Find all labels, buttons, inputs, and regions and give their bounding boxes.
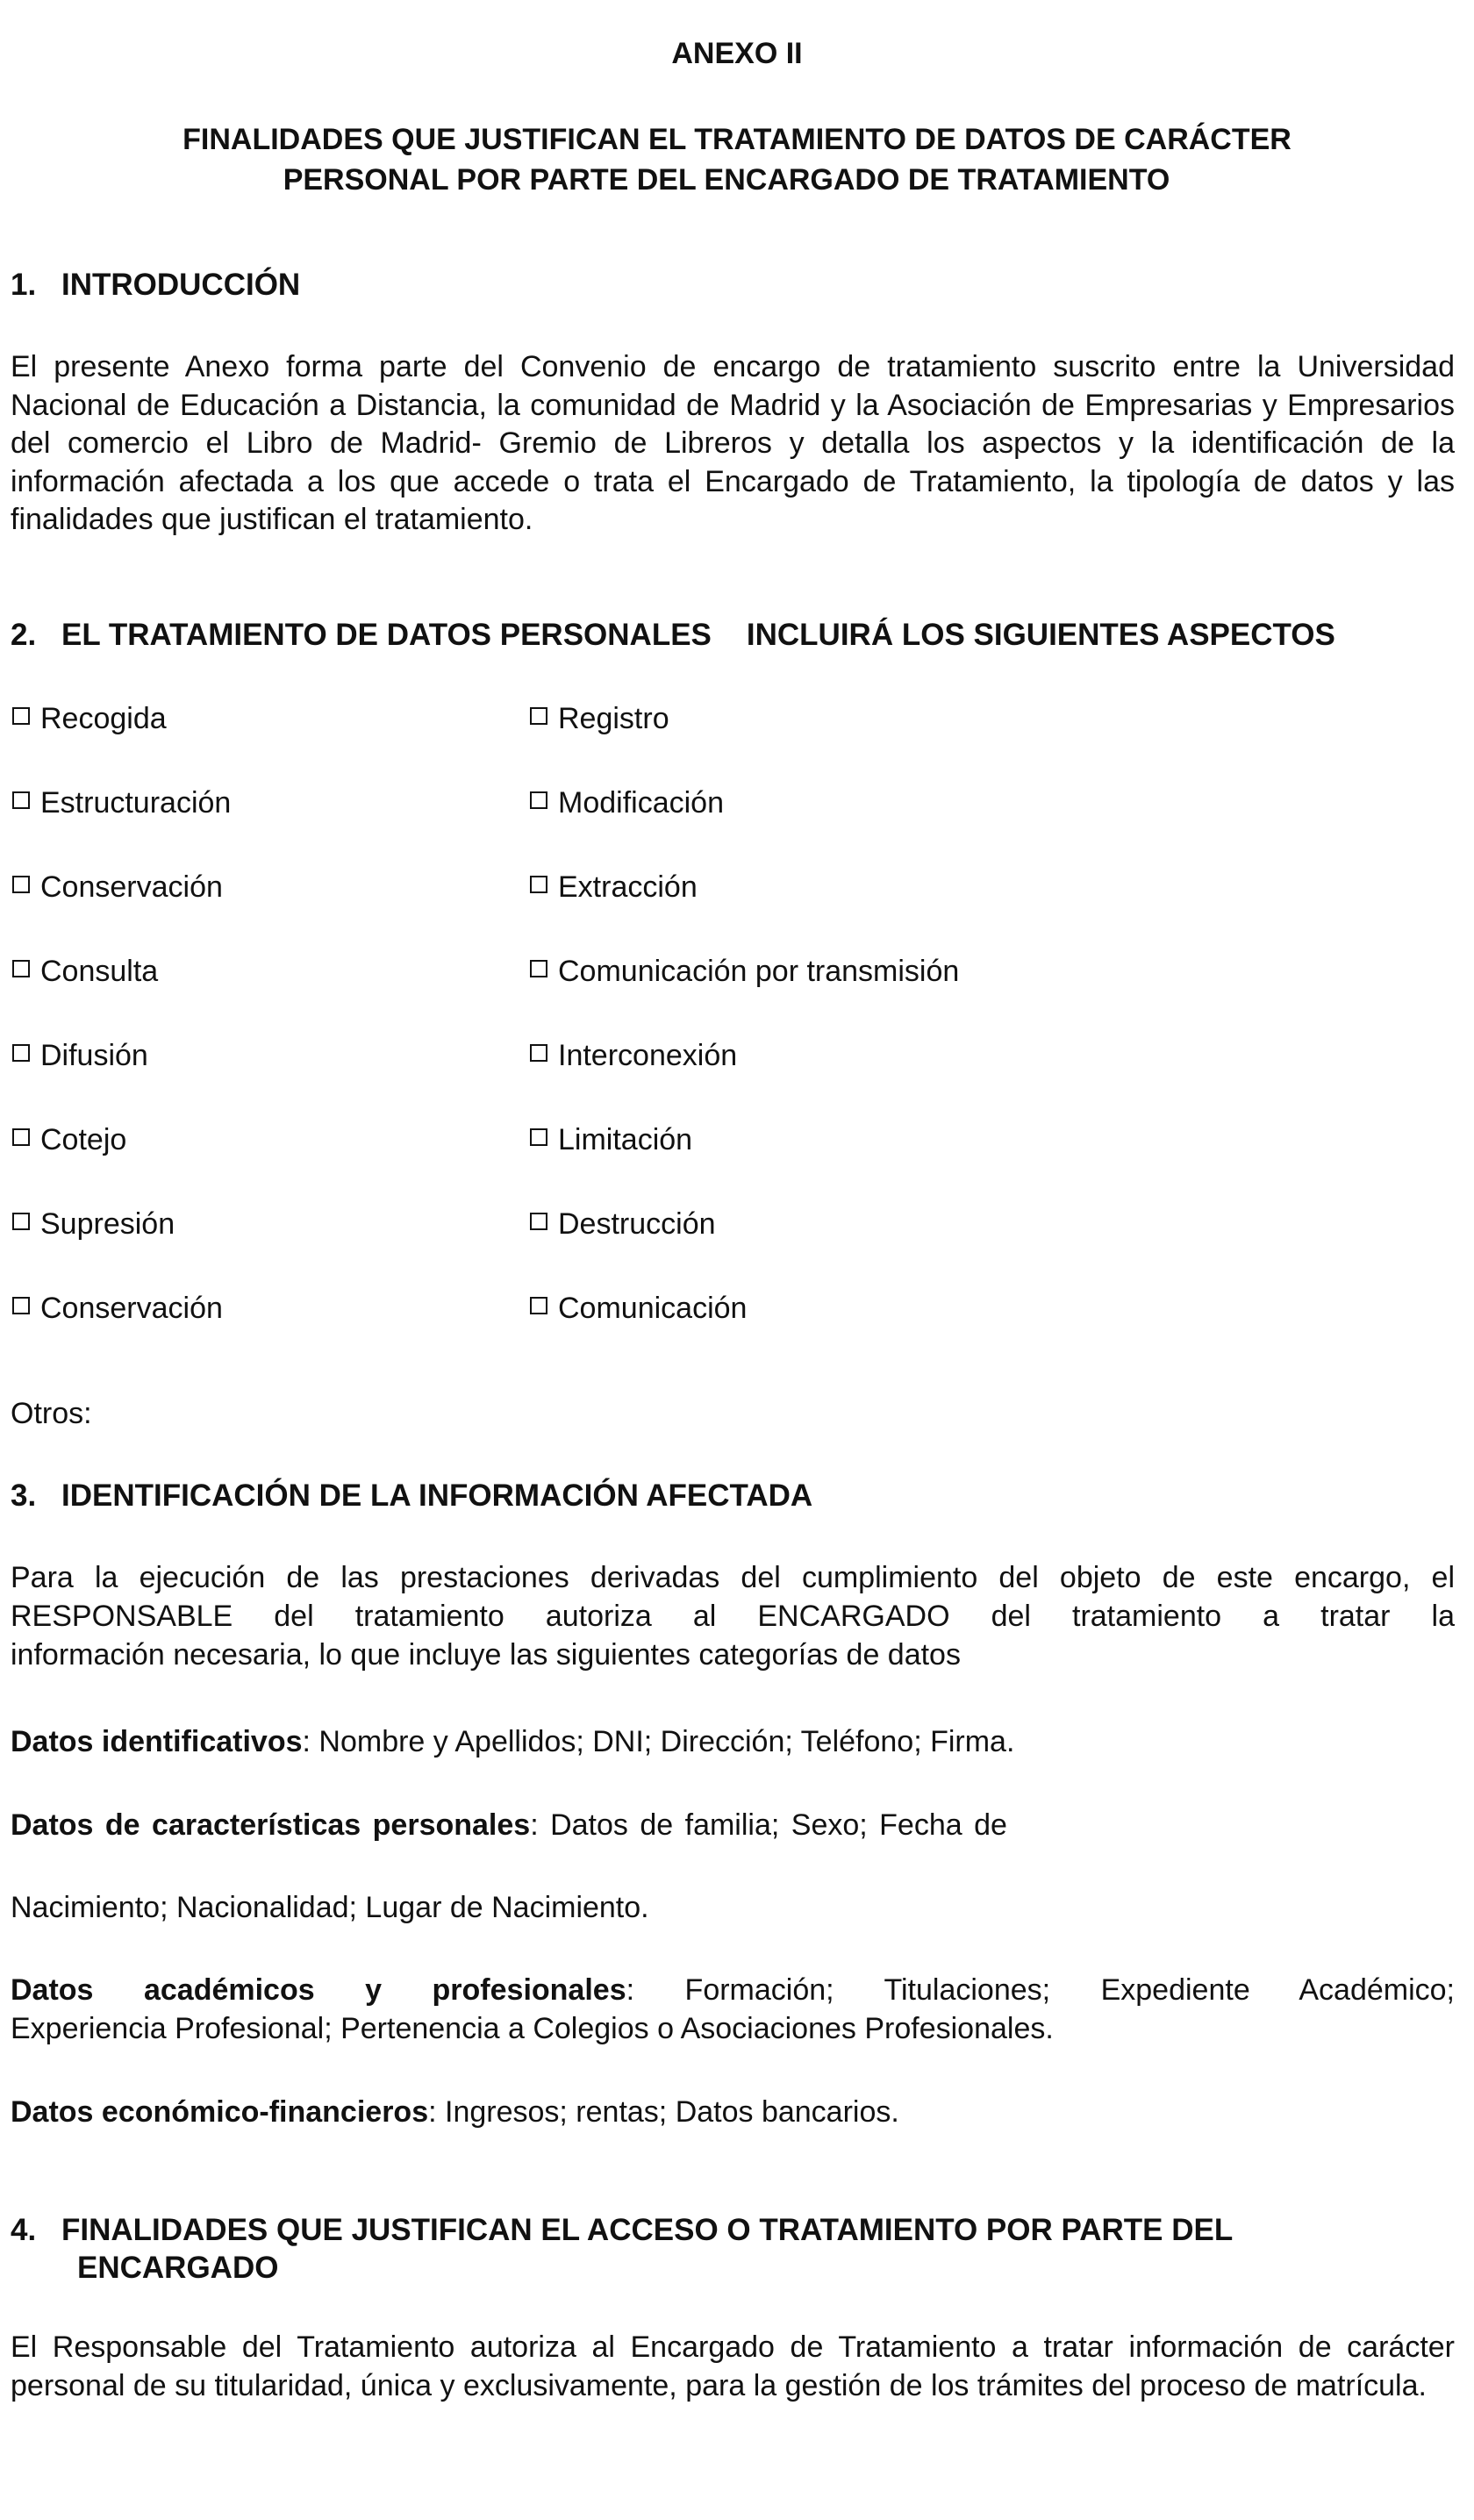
section-4-heading-line-2: ENCARGADO [77,2251,279,2285]
checkbox-icon[interactable] [12,791,30,809]
checkbox-label: Estructuración [40,786,232,820]
section-3-heading [11,1476,812,1516]
data-category-caracteristicas-continued: Nacimiento; Nacionalidad; Lugar de Nacimiento. [11,1891,649,1924]
checkbox-label: Conservación [40,870,223,904]
section-3-intro-line-1: Para la ejecución de las prestaciones derivadas del cumplimiento del objeto de este encargo, el [11,1561,1455,1594]
checkbox-option[interactable] [530,1120,692,1159]
data-category-economicos [11,2093,899,2131]
data-category-identificativos [11,1722,1014,1761]
section-title: IDENTIFICACIÓN DE LA INFORMACIÓN AFECTADA [61,1478,813,1513]
category-text: : Ingresos; rentas; Datos bancarios. [428,2095,899,2129]
checkbox-icon[interactable] [12,1297,30,1314]
checkbox-label: Cotejo [40,1123,127,1156]
data-category-caracteristicas [11,1806,1007,1844]
section-title: INTRODUCCIÓN [61,268,301,302]
section-3-intro-line-2: RESPONSABLE del tratamiento autoriza al ENCARGADO del tratamiento a tratar la [11,1600,1455,1633]
checkbox-label: Limitación [558,1123,693,1156]
checkbox-icon[interactable] [12,707,30,725]
checkbox-icon[interactable] [12,960,30,977]
category-text: : Formación; Titulaciones; Expediente Académico; [626,1973,1455,2007]
checkbox-label: Modificación [558,786,724,820]
section-number: 3. [11,1478,37,1513]
checkbox-option[interactable] [12,1289,223,1328]
checkbox-option[interactable] [530,1289,747,1328]
checkbox-option[interactable] [12,1036,148,1075]
checkbox-icon[interactable] [530,1297,547,1314]
checkbox-label: Comunicación [558,1292,748,1325]
checkbox-label: Extracción [558,870,698,904]
data-category-academicos [11,1971,1455,2009]
checkbox-icon[interactable] [530,876,547,893]
checkbox-option[interactable] [12,1205,175,1243]
checkbox-option[interactable] [530,952,959,991]
section-1-paragraph: El presente Anexo forma parte del Convenio de encargo de tratamiento suscrito entre la Universidad Nacional de Educación a Distancia, la comunidad de Madrid y la Asociación de Empresarias y Empresarios del comercio el Libro de Madrid- Gremio de Libreros y detalla los aspectos y la identificación de la información afectada a los que accede o trata el Encargado de Tratamiento, la tipología de datos y las finalidades que justifican el tratamiento. [11,350,1455,536]
section-title-part-1: EL TRATAMIENTO DE DATOS PERSONALES [61,618,712,652]
section-4-heading [11,2210,1233,2251]
checkbox-icon[interactable] [530,1128,547,1146]
checkbox-option[interactable] [530,699,669,738]
section-1-heading [11,265,300,305]
checkbox-label: Conservación [40,1292,223,1325]
annex-title: ANEXO II [671,37,803,70]
checkbox-label: Comunicación por transmisión [558,955,960,988]
checkbox-icon[interactable] [12,1044,30,1062]
checkbox-label: Registro [558,702,669,735]
checkbox-option[interactable] [530,1036,737,1075]
checkbox-icon[interactable] [530,707,547,725]
section-number: 4. [11,2213,37,2247]
checkbox-option[interactable] [530,868,698,906]
category-text: : Datos de familia; Sexo; Fecha de [530,1808,1007,1842]
checkbox-icon[interactable] [530,1044,547,1062]
category-text: : Nombre y Apellidos; DNI; Dirección; Teléfono; Firma. [302,1725,1015,1758]
checkbox-icon[interactable] [530,1213,547,1230]
checkbox-icon[interactable] [530,960,547,977]
category-label: Datos identificativos [11,1725,303,1758]
checkbox-option[interactable] [530,1205,716,1243]
checkbox-option[interactable] [12,699,167,738]
section-title-line-1: FINALIDADES QUE JUSTIFICAN EL ACCESO O TRATAMIENTO POR PARTE DEL [61,2213,1234,2247]
checkbox-option[interactable] [12,1120,126,1159]
main-title-line-2: PERSONAL POR PARTE DEL ENCARGADO DE TRATAMIENTO [283,163,1170,197]
checkbox-label: Recogida [40,702,167,735]
section-4-paragraph: El Responsable del Tratamiento autoriza al Encargado de Tratamiento a tratar información de carácter personal de su titularidad, única y exclusivamente, para la gestión de los trámites del proceso de matrícula. [11,2330,1455,2402]
checkbox-option[interactable] [12,952,158,991]
checkbox-label: Interconexión [558,1039,738,1072]
checkbox-icon[interactable] [12,1213,30,1230]
checkbox-option[interactable] [12,784,231,822]
section-number: 2. [11,618,37,652]
checkbox-option[interactable] [12,868,223,906]
category-label: Datos académicos y profesionales [11,1973,626,2007]
checkbox-icon[interactable] [12,1128,30,1146]
section-3-intro-line-3: información necesaria, lo que incluye las siguientes categorías de datos [11,1638,961,1672]
others-label: Otros: [11,1397,92,1430]
checkbox-label: Consulta [40,955,159,988]
checkbox-label: Destrucción [558,1207,716,1241]
checkbox-icon[interactable] [530,791,547,809]
checkbox-icon[interactable] [12,876,30,893]
section-2-heading [11,615,1335,655]
data-category-academicos-continued: Experiencia Profesional; Pertenencia a Colegios o Asociaciones Profesionales. [11,2012,1054,2045]
checkbox-label: Difusión [40,1039,148,1072]
section-number: 1. [11,268,37,302]
category-label: Datos de características personales [11,1808,531,1842]
checkbox-label: Supresión [40,1207,175,1241]
section-title-part-2: INCLUIRÁ LOS SIGUIENTES ASPECTOS [746,618,1335,652]
category-label: Datos económico-financieros [11,2095,429,2129]
checkbox-option[interactable] [530,784,724,822]
main-title-line-1: FINALIDADES QUE JUSTIFICAN EL TRATAMIENTO DE DATOS DE CARÁCTER [182,123,1292,156]
